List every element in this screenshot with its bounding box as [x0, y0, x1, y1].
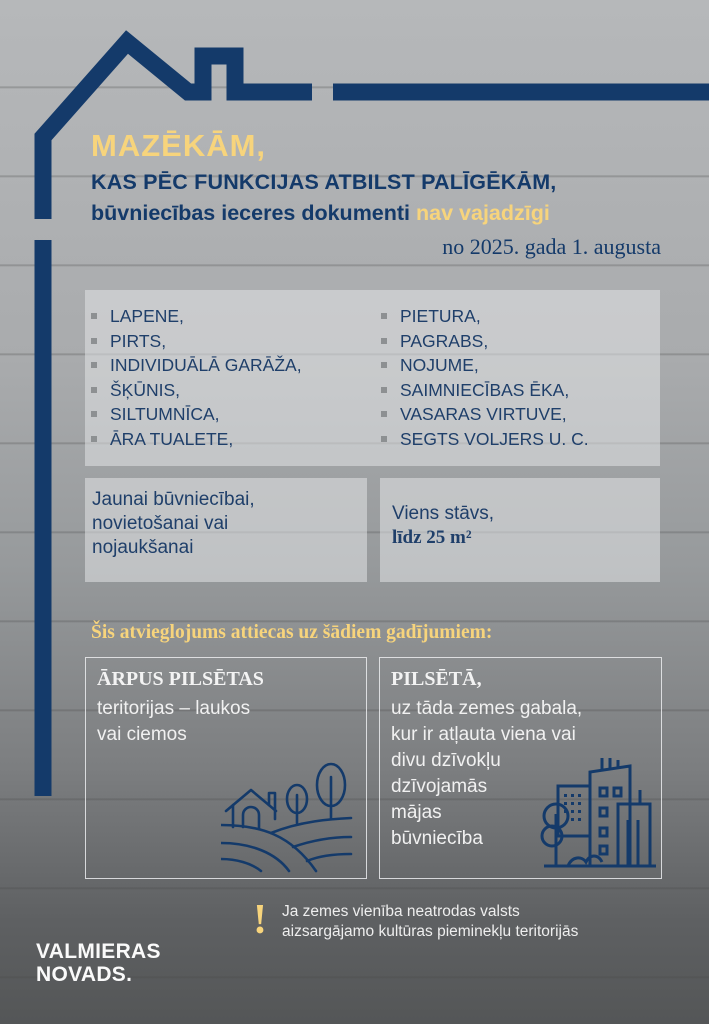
square-bullet-icon	[91, 362, 97, 368]
countryside-house-icon	[221, 755, 356, 875]
case-heading: PILSĒTĀ,	[391, 668, 482, 690]
logo-line: NOVADS.	[36, 963, 133, 986]
list-item: VASARAS VIRTUVE,	[381, 402, 589, 427]
case-line: divu dzīvokļu	[391, 750, 501, 771]
footnote	[282, 902, 578, 942]
list-item: SAIMNIECĪBAS ĒKA,	[381, 378, 589, 403]
valmieras-novads-logo	[36, 940, 161, 986]
list-item: LAPENE,	[91, 304, 302, 329]
case-line: būvniecība	[391, 828, 483, 849]
page-subtitle: KAS PĒC FUNKCIJAS ATBILST PALĪGĒKĀM,	[91, 170, 557, 194]
effective-date: no 2025. gada 1. augusta	[442, 234, 661, 259]
list-item: PIRTS,	[91, 329, 302, 354]
building-types-panel	[85, 290, 660, 466]
list-item: SEGTS VOLJERS U. C.	[381, 427, 589, 452]
case-heading: ĀRPUS PILSĒTAS	[97, 668, 264, 690]
list-item: PAGRABS,	[381, 329, 589, 354]
size-limit: līdz 25 m²	[392, 527, 472, 548]
square-bullet-icon	[381, 387, 387, 393]
list-item: SILTUMNĪCA,	[91, 402, 302, 427]
case-line: uz tāda zemes gabala,	[391, 698, 583, 719]
list-item: NOJUME,	[381, 353, 589, 378]
case-line: vai ciemos	[97, 724, 187, 745]
square-bullet-icon	[91, 387, 97, 393]
building-types-column-1	[91, 304, 302, 451]
building-types-column-2	[381, 304, 589, 451]
condition-construction-box	[85, 478, 367, 582]
case-in-city	[379, 657, 662, 879]
condition-line: nojaukšanai	[92, 537, 194, 558]
footnote-line: aizsargājamo kultūras pieminekļu teritorijās	[282, 923, 579, 940]
list-item: PIETURA,	[381, 304, 589, 329]
footnote-line: Ja zemes vienība neatrodas valsts	[282, 903, 520, 920]
square-bullet-icon	[381, 411, 387, 417]
list-item: INDIVIDUĀLĀ GARĀŽA,	[91, 353, 302, 378]
square-bullet-icon	[91, 313, 97, 319]
square-bullet-icon	[381, 338, 387, 344]
case-line: dzīvojamās	[391, 776, 488, 797]
square-bullet-icon	[381, 313, 387, 319]
page-title: MAZĒKĀM,	[91, 128, 267, 163]
condition-line: Jaunai būvniecībai,	[92, 489, 255, 510]
logo-line: VALMIERAS	[36, 940, 161, 963]
case-outside-city	[85, 657, 367, 879]
exclamation-icon: !	[253, 897, 267, 943]
city-buildings-icon	[540, 758, 658, 870]
relief-heading: Šis atvieglojums attiecas uz šādiem gadījumiem:	[91, 622, 493, 643]
square-bullet-icon	[91, 411, 97, 417]
condition-size-box	[380, 478, 660, 582]
case-line: mājas	[391, 802, 442, 823]
square-bullet-icon	[91, 436, 97, 442]
condition-line: novietošanai vai	[92, 513, 229, 534]
case-line: kur ir atļauta viena vai	[391, 724, 576, 745]
list-item: ŠĶŪNIS,	[91, 378, 302, 403]
headline-highlight: nav vajadzīgi	[416, 201, 550, 225]
headline-line3	[91, 201, 550, 226]
square-bullet-icon	[381, 436, 387, 442]
list-item: ĀRA TUALETE,	[91, 427, 302, 452]
square-bullet-icon	[381, 362, 387, 368]
condition-line: Viens stāvs,	[392, 503, 495, 524]
case-line: teritorijas – laukos	[97, 698, 251, 719]
headline-prefix: būvniecības ieceres dokumenti	[91, 201, 417, 225]
square-bullet-icon	[91, 338, 97, 344]
